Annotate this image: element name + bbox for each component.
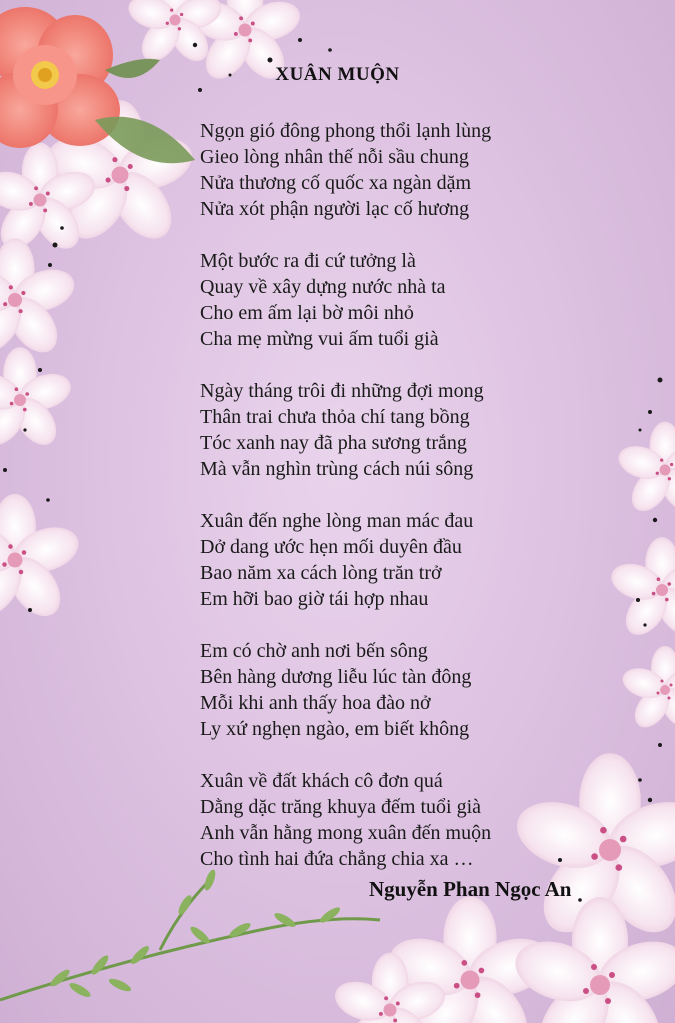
poem-line: Gieo lòng nhân thế nỗi sầu chung xyxy=(200,146,469,168)
poem-line: Tóc xanh nay đã pha sương trắng xyxy=(200,432,467,454)
poem-line: Xuân về đất khách cô đơn quá xyxy=(200,770,443,792)
stanza xyxy=(200,638,580,742)
poem-line: Em có chờ anh nơi bến sông xyxy=(200,640,428,662)
poem-line: Ngọn gió đông phong thổi lạnh lùng xyxy=(200,120,492,142)
poem-line: Quay về xây dựng nước nhà ta xyxy=(200,276,446,298)
poem-title: XUÂN MUỘN xyxy=(275,64,400,85)
poem-line: Xuân đến nghe lòng man mác đau xyxy=(200,510,474,532)
stanza xyxy=(200,508,580,612)
cherry-blossom-cluster-left xyxy=(0,238,84,625)
stanza xyxy=(200,118,580,222)
poem-line: Mà vẫn nghìn trùng cách núi sông xyxy=(200,458,474,480)
poem-line: Thân trai chưa thỏa chí tang bồng xyxy=(200,406,470,428)
poem-author: Nguyễn Phan Ngọc An xyxy=(369,877,572,901)
poem-line: Cho em ấm lại bờ môi nhỏ xyxy=(200,302,414,324)
poem-line: Mỗi khi anh thấy hoa đào nở xyxy=(200,692,431,714)
poem-line: Bao năm xa cách lòng trăn trở xyxy=(200,562,442,584)
stanza xyxy=(200,378,580,482)
poem-line: Bên hàng dương liễu lúc tàn đông xyxy=(200,666,472,688)
poem-line: Dở dang ước hẹn mối duyên đầu xyxy=(200,536,462,558)
stanza xyxy=(200,248,580,352)
poem-line: Em hỡi bao giờ tái hợp nhau xyxy=(200,588,429,610)
poem-line: Cha mẹ mừng vui ấm tuổi già xyxy=(200,328,439,350)
poem-line: Dằng dặc trăng khuya đếm tuổi già xyxy=(200,796,482,818)
poem-line: Nửa thương cố quốc xa ngàn dặm xyxy=(200,172,472,194)
poem-line: Ly xứ nghẹn ngào, em biết không xyxy=(200,718,470,740)
poem-line: Cho tình hai đứa chẳng chia xa … xyxy=(200,848,474,870)
stanza xyxy=(200,768,580,872)
poem-body xyxy=(200,118,580,898)
poem-line: Nửa xót phận người lạc cố hương xyxy=(200,198,470,220)
poem-line: Ngày tháng trôi đi những đợi mong xyxy=(200,380,484,402)
poem-line: Anh vẫn hằng mong xuân đến muộn xyxy=(200,822,492,844)
cherry-blossom-cluster-right xyxy=(607,422,675,734)
poem-line: Một bước ra đi cứ tưởng là xyxy=(200,250,416,272)
